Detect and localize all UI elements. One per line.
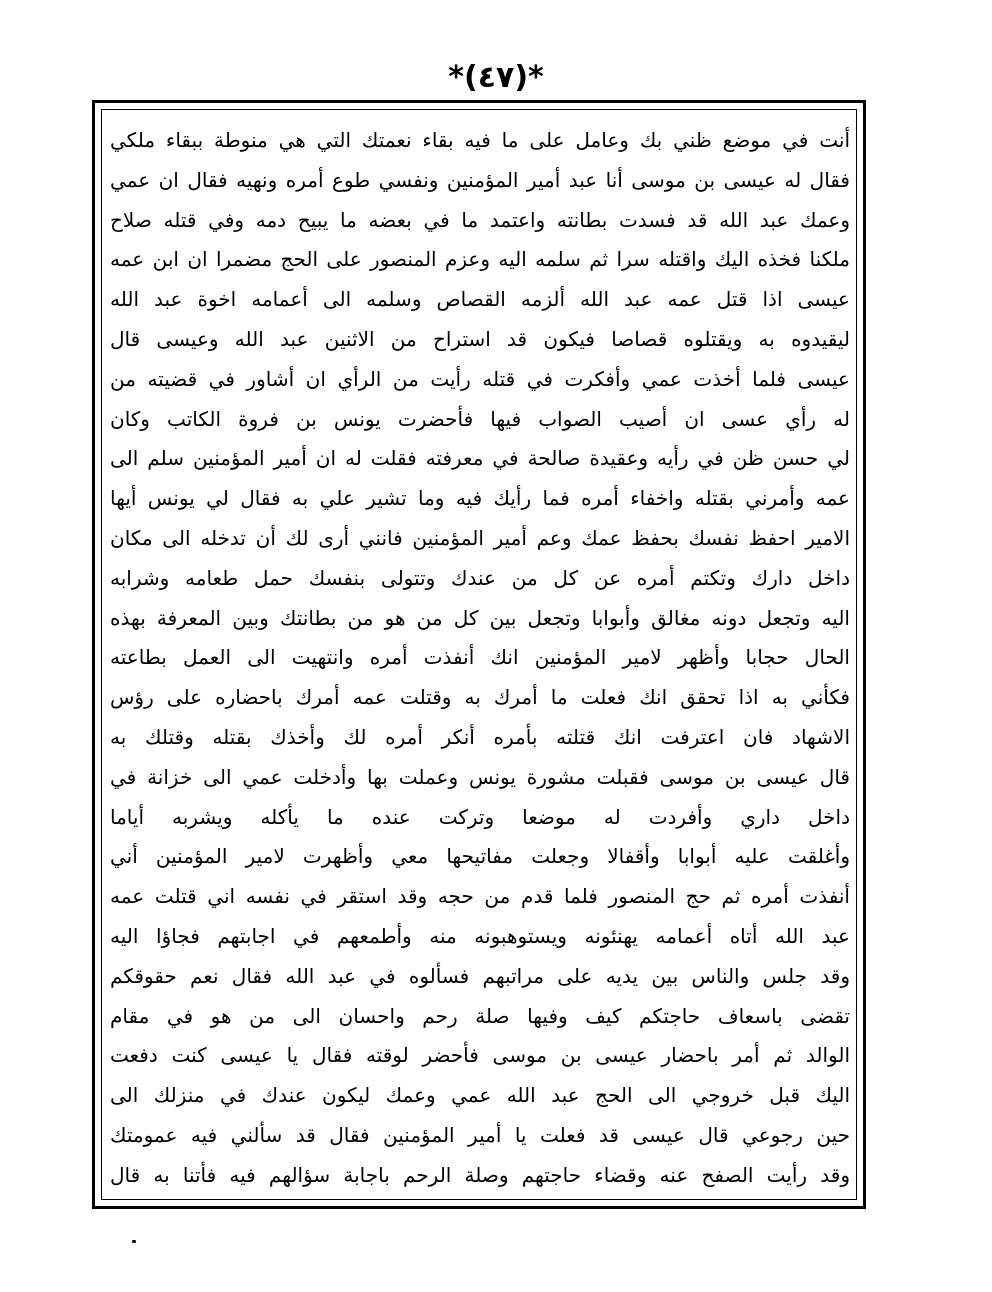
text-line: داخل دارك وتكتم أمره عن كل من عندك وتتولى بنفسك حمل طعامه وشرابه xyxy=(110,565,850,590)
text-line: الاشهاد فان اعترفت انك قتلته بأمره أنكر أمره لك وأخذك بقتله وقتلك به xyxy=(110,724,850,749)
text-line: وقد جلس والناس بين يديه على مراتبهم فسألوه في عبد الله فقال نعم حقوقكم xyxy=(110,963,850,988)
text-line: فقال له عيسى بن موسى أنا عبد أمير المؤمنين ونفسي طوع أمره ونهيه فقال ان عمي xyxy=(110,167,850,192)
text-line: أنت في موضع ظني بك وعامل على ما فيه بقاء نعمتك التي هي منوطة ببقاء ملكي xyxy=(110,128,850,152)
text-line: وأغلقت عليه أبوابا وأقفالا وجعلت مفاتيحها معي وأظهرت لامير المؤمنين أني xyxy=(110,844,850,869)
text-line: قال عيسى بن موسى فقبلت مشورة يونس وعملت بها وأدخلت عمي الى خزانة في xyxy=(110,764,850,789)
text-line: لي حسن ظن في رأيه وعقيدة صالحة في معرفته فقلت له ان أمير المؤمنين سلم الى xyxy=(110,446,850,471)
text-line: فكأني به اذا تحقق انك فعلت ما أمرك به وقتلت عمه أمرك باحضاره على رؤس xyxy=(110,685,850,710)
text-line: عيسى اذا قتل عمه عبد الله ألزمه القصاص وسلمه الى أعمامه اخوة عبد الله xyxy=(110,287,850,312)
ink-speck xyxy=(132,1240,136,1243)
text-line: حين رجوعي قال عيسى قد فعلت يا أمير المؤمنين فقال قد سألني فيه عمومتك xyxy=(110,1122,850,1147)
text-line: اليك قبل خروجي الى الحج عبد الله عمي وعمك ليكون عندك في منزلك الى xyxy=(110,1083,850,1108)
text-line: الامير احفظ نفسك بحفظ عمك وعم أمير المؤمنين فانني أرى لك أن تدخله الى مكان xyxy=(110,525,850,550)
text-line: ليقيدوه به ويقتلوه قصاصا فيكون قد استراح من الاثنين عبد الله وعيسى قال xyxy=(110,326,850,351)
text-line: الوالد ثم أمر باحضار عيسى بن موسى فأحضر لوقته فقال يا عيسى كنت دفعت xyxy=(110,1043,850,1068)
text-line: عبد الله أتاه أعمامه يهنئونه ويستوهبونه منه وأطمعهم في اجابتهم فجاؤا اليه xyxy=(110,923,850,948)
text-line: تقضى باسعاف حاجتكم كيف وفيها صلة رحم واحسان الى من هو في مقام xyxy=(110,1003,850,1028)
text-line: أنفذت أمره ثم حج المنصور فلما قدم من حجه وقد استقر في نفسه اني قتلت عمه xyxy=(110,884,850,909)
text-line: اليه وتجعل دونه مغالق وأبوابا وتجعل بين كل من هو من بطانتك وبين المعرفة بهذه xyxy=(110,605,850,630)
page-number: *(٤٧)* xyxy=(448,60,544,95)
body-text xyxy=(110,121,850,1196)
text-line: عمه وأمرني بقتله واخفاء أمره فما رأيك فيه وما تشير علي به فقال لي يونس أيها xyxy=(110,486,850,511)
text-line: عيسى فلما أخذت عمي وأفكرت في قتله رأيت من الرأي ان أشاور في قضيته من xyxy=(110,366,850,391)
text-line: ملكنا فخذه اليك واقتله سرا ثم سلمه اليه وعزم المنصور على الحج مضمرا ان ابن عمه xyxy=(110,247,850,272)
text-line: الحال حجابا وأظهر لامير المؤمنين انك أنفذت أمره وانتهيت الى العمل بطاعته xyxy=(110,645,850,670)
text-line: وقد رأيت الصفح عنه وقضاء حاجتهم وصلة الرحم باجابة سؤالهم فيه فأتنا به قال xyxy=(110,1162,850,1187)
text-line: وعمك عبد الله قد فسدت بطانته واعتمد ما في بعضه ما يبيح دمه وفي قتله صلاح xyxy=(110,207,850,232)
text-line: له رأي عسى ان أصيب الصواب فيها فأحضرت يونس بن فروة الكاتب وكان xyxy=(110,406,850,431)
text-line: داخل داري وأفردت له موضعا وتركت عنده ما يأكله ويشربه أياما xyxy=(110,804,850,829)
